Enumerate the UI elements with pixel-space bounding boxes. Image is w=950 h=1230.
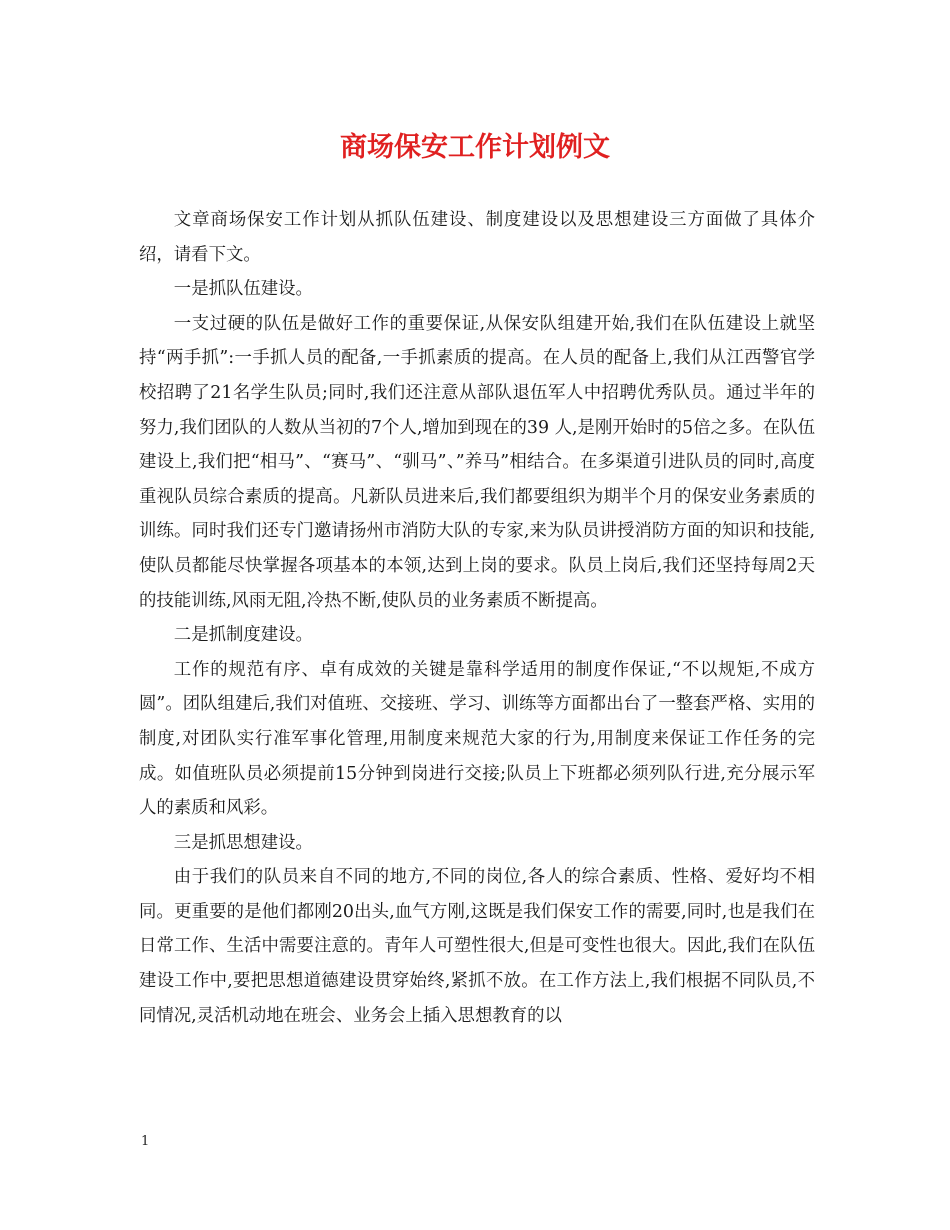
- section-heading-ideology: 三是抓思想建设。: [173, 832, 313, 853]
- system-building-paragraph: 工作的规范有序、卓有成效的关键是靠科学适用的制度作保证,“不以规矩,不成方圆”。团队组建后,我们对值班、交接班、学习、训练等方面都出台了一整套严格、实用的制度,对团队实行准军事化管理,用制度来规范大家的行为,用制度来保证工作任务的完成。如值班队员必须提前15分钟到岗进行交接;队员上下班都必须列队行进,充分展示军人的素质和风彩。: [139, 659, 815, 819]
- team-building-paragraph: 一支过硬的队伍是做好工作的重要保证,从保安队组建开始,我们在队伍建设上就坚持“两手抓”:一手抓人员的配备,一手抓素质的提高。在人员的配备上,我们从江西警官学校招聘了21名学生队员;同时,我们还注意从部队退伍军人中招聘优秀队员。通过半年的努力,我们团队的人数从当初的7个人,增加到现在的39 人,是刚开始时的5倍之多。在队伍建设上,我们把“相马”、“赛马”、“驯马”、”养马”相结合。在多渠道引进队员的同时,高度重视队员综合素质的提高。凡新队员进来后,我们都要组织为期半个月的保安业务素质的训练。同时我们还专门邀请扬州市消防大队的专家,来为队员讲授消防方面的知识和技能,使队员都能尽快掌握各项基本的本领,达到上岗的要求。队员上岗后,我们还坚持每周2天的技能训练,风雨无阻,冷热不断,使队员的业务素质不断提高。: [139, 313, 815, 611]
- ideology-building-paragraph: 由于我们的队员来自不同的地方,不同的岗位,各人的综合素质、性格、爱好均不相同。更重要的是他们都刚20出头,血气方刚,这既是我们保安工作的需要,同时,也是我们在日常工作、生活中需要注意的。青年人可塑性很大,但是可变性也很大。因此,我们在队伍建设工作中,要把思想道德建设贯穿始终,紧抓不放。在工作方法上,我们根据不同队员,不同情况,灵活机动地在班会、业务会上插入思想教育的以: [139, 867, 815, 1026]
- section-heading-system: 二是抓制度建设。: [173, 625, 313, 646]
- section-heading-team: 一是抓队伍建设。: [173, 279, 313, 300]
- document-body: [139, 203, 815, 1033]
- intro-paragraph: 文章商场保安工作计划从抓队伍建设、制度建设以及思想建设三方面做了具体介绍，请看下文。: [139, 210, 815, 265]
- page-number: 1: [141, 1134, 150, 1149]
- document-title: 商场保安工作计划例文: [340, 132, 610, 163]
